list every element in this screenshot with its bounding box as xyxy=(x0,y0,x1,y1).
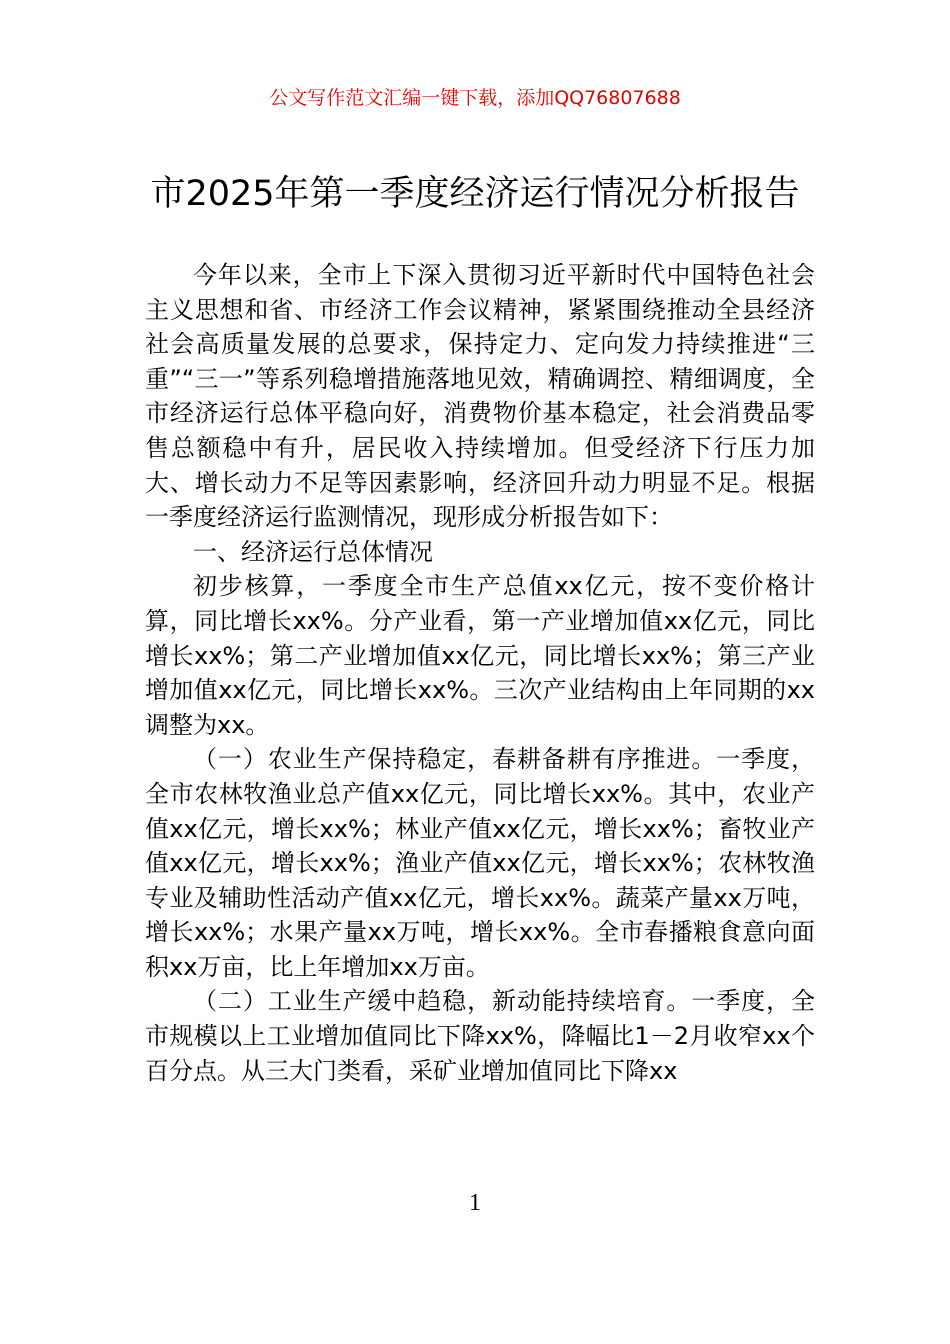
page-title: 市2025年第一季度经济运行情况分析报告 xyxy=(150,174,800,214)
document-body xyxy=(145,258,815,1088)
paragraph-agriculture: （一）农业生产保持稳定，春耕备耕有序推进。一季度，全市农林牧渔业总产值xx亿元，同比增长xx%。其中，农业产值xx亿元，增长xx%；林业产值xx亿元，增长xx%；畜牧业产值xx亿元，增长xx%；渔业产值xx亿元，增长xx%；农林牧渔专业及辅助性活动产值xx亿元，增长xx%。蔬菜产量xx万吨，增长xx%；水果产量xx万吨，增长xx%。全市春播粮食意向面积xx万亩，比上年增加xx万亩。 xyxy=(145,745,815,981)
paragraph-overview: 初步核算，一季度全市生产总值xx亿元，按不变价格计算，同比增长xx%。分产业看，第一产业增加值xx亿元，同比增长xx%；第二产业增加值xx亿元，同比增长xx%；第三产业增加值xx亿元，同比增长xx%。三次产业结构由上年同期的xx调整为xx。 xyxy=(145,572,815,739)
section-heading: 一、经济运行总体情况 xyxy=(193,537,433,566)
page-number: 1 xyxy=(469,1190,481,1216)
paragraph-industry: （二）工业生产缓中趋稳，新动能持续培育。一季度，全市规模以上工业增加值同比下降xx%，降幅比1－2月收窄xx个百分点。从三大门类看，采矿业增加值同比下降xx xyxy=(145,987,815,1085)
paragraph-intro: 今年以来，全市上下深入贯彻习近平新时代中国特色社会主义思想和省、市经济工作会议精神，紧紧围绕推动全县经济社会高质量发展的总要求，保持定力、定向发力持续推进“三重”“三一”等系列稳增措施落地见效，精确调控、精细调度，全市经济运行总体平稳向好，消费物价基本稳定，社会消费品零售总额稳中有升，居民收入持续增加。但受经济下行压力加大、增长动力不足等因素影响，经济回升动力明显不足。根据一季度经济运行监测情况，现形成分析报告如下： xyxy=(145,261,815,532)
promo-banner[interactable]: 公文写作范文汇编一键下载，添加QQ76807688 xyxy=(269,87,681,109)
